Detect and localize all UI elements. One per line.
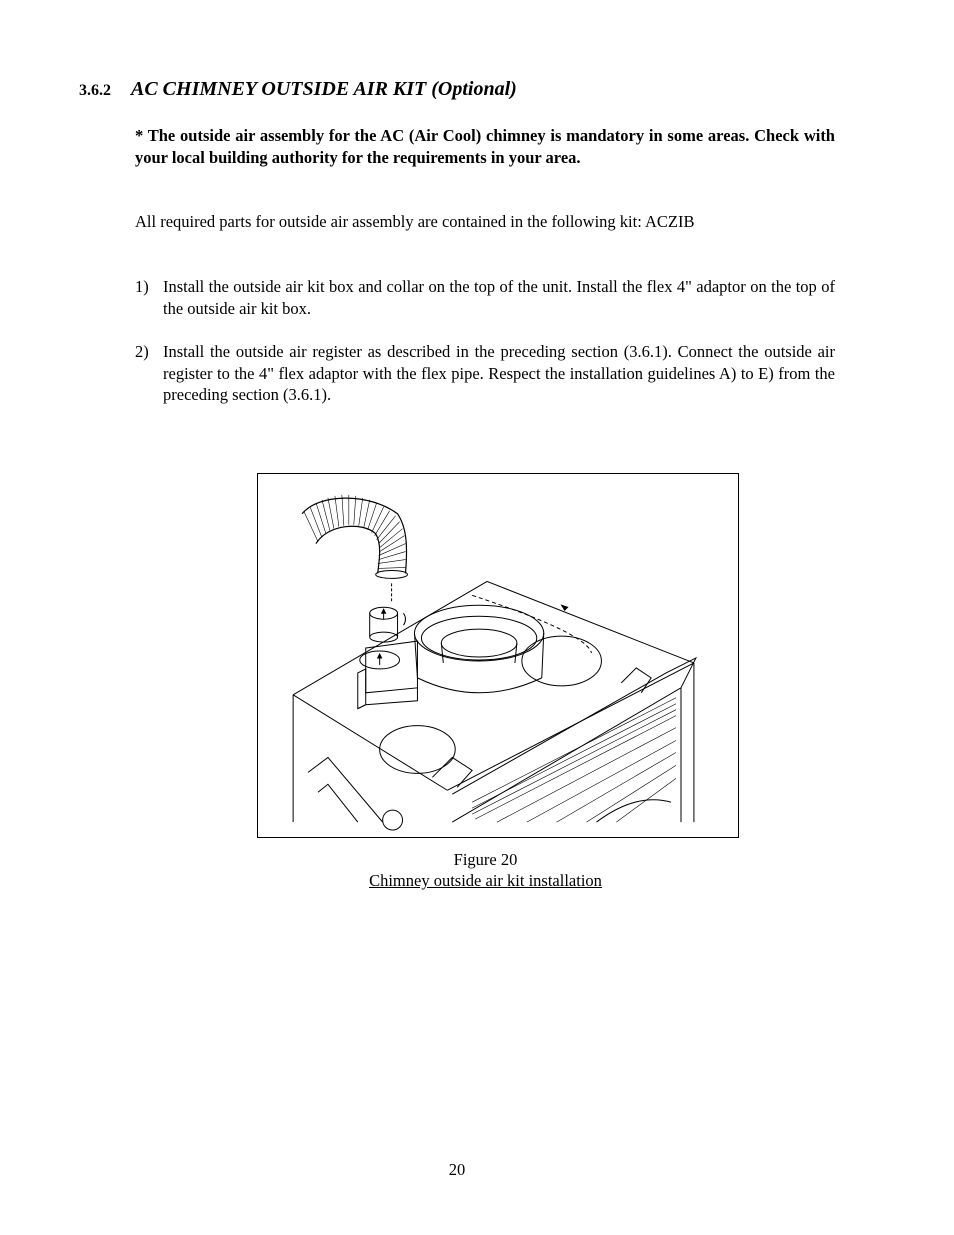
- flex-adaptor: [370, 607, 406, 642]
- figure-caption-text: Chimney outside air kit installation: [369, 871, 602, 890]
- round-opening: [522, 636, 602, 686]
- kit-sentence: All required parts for outside air assembly are contained in the following kit: ACZIB: [135, 212, 695, 231]
- step-number: 1): [135, 277, 149, 296]
- fireplace-unit: [293, 581, 696, 830]
- fireplace-outside-air-kit-drawing: [258, 474, 738, 837]
- step-number: 2): [135, 342, 149, 361]
- section-number: 3.6.2: [79, 82, 111, 99]
- section-heading: [79, 78, 517, 101]
- figure-caption: [257, 871, 714, 891]
- mandatory-notice: * The outside air assembly for the AC (Air Cool) chimney is mandatory in some areas. Check with your local building authority for the requirements in your area.: [135, 126, 835, 167]
- section-title: AC CHIMNEY OUTSIDE AIR KIT (Optional): [131, 78, 517, 100]
- step-2: [135, 341, 835, 406]
- step-text: Install the outside air kit box and collar on the top of the unit. Install the flex 4" adaptor on the top of the outside air kit box.: [163, 277, 835, 318]
- flex-pipe: [302, 495, 407, 579]
- figure-20-illustration: [257, 473, 739, 838]
- page-number: 20: [448, 1160, 466, 1179]
- figure-number: Figure 20: [453, 850, 518, 869]
- step-1: [135, 276, 835, 319]
- chimney-collar: [414, 605, 543, 693]
- step-text: Install the outside air register as described in the preceding section (3.6.1). Connect the outside air register to the 4" flex adaptor with the flex pipe. Respect the installation guidelines A) to E) from the preceding section (3.6.1).: [163, 342, 835, 404]
